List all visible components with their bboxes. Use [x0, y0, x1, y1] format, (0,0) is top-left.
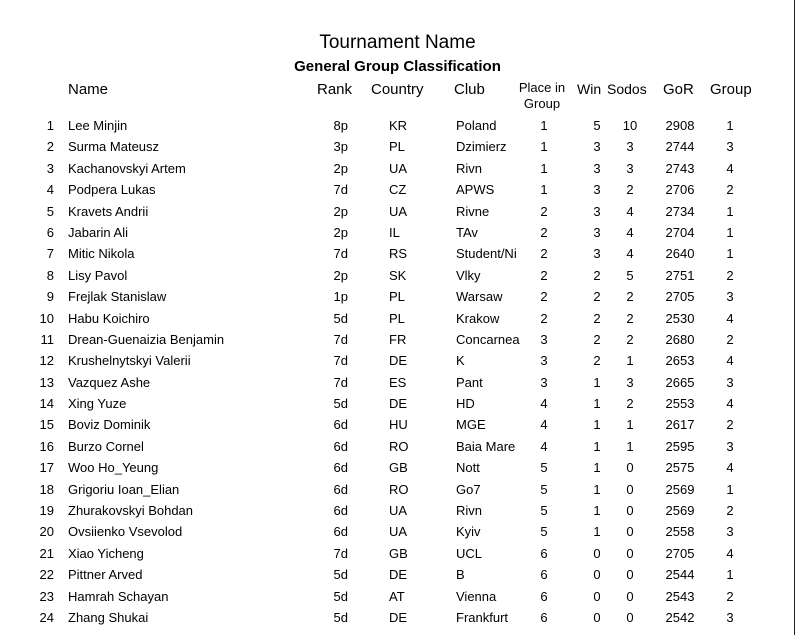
place-in-group: 2	[540, 289, 548, 305]
row-index: 21	[39, 545, 54, 561]
gor-rating: 2751	[665, 267, 695, 283]
win-count: 0	[593, 545, 601, 561]
gor-rating: 2734	[665, 203, 695, 219]
sodos-score: 1	[626, 438, 634, 454]
group-number: 3	[726, 289, 734, 305]
player-name: Woo Ho_Yeung	[68, 460, 159, 476]
player-name: Kravets Andrii	[68, 203, 149, 219]
player-name: Surma Mateusz	[68, 139, 160, 155]
row-index: 17	[39, 460, 54, 476]
win-count: 3	[593, 160, 601, 176]
sodos-score: 4	[626, 224, 634, 240]
sodos-score: 3	[626, 139, 634, 155]
player-rank: 7d	[333, 353, 348, 369]
table-row	[0, 564, 795, 585]
place-in-group: 2	[540, 203, 548, 219]
sodos-score: 4	[626, 203, 634, 219]
table-row	[0, 201, 795, 222]
table-row	[0, 457, 795, 478]
player-club: Frankfurt	[456, 609, 509, 625]
player-club: TAv	[456, 224, 478, 240]
win-count: 3	[593, 224, 601, 240]
player-rank: 2p	[333, 160, 348, 176]
group-number: 4	[726, 396, 734, 412]
table-row	[0, 179, 795, 200]
player-rank: 5d	[333, 609, 348, 625]
group-number: 3	[726, 609, 734, 625]
place-in-group: 3	[540, 374, 548, 390]
win-count: 1	[593, 524, 601, 540]
player-rank: 6d	[333, 503, 348, 519]
player-club: MGE	[456, 417, 486, 433]
win-count: 0	[593, 588, 601, 604]
group-number: 4	[726, 460, 734, 476]
player-country: GB	[389, 460, 408, 476]
row-index: 8	[46, 267, 54, 283]
place-in-group: 2	[540, 267, 548, 283]
row-index: 16	[39, 438, 54, 454]
row-index: 24	[39, 609, 54, 625]
player-country: PL	[389, 289, 405, 305]
group-number: 2	[726, 182, 734, 198]
gor-rating: 2706	[665, 182, 695, 198]
gor-rating: 2680	[665, 331, 695, 347]
place-in-group: 4	[540, 438, 548, 454]
sodos-score: 0	[626, 609, 634, 625]
group-number: 1	[726, 118, 734, 133]
group-number: 2	[726, 267, 734, 283]
player-rank: 6d	[333, 438, 348, 454]
player-country: UA	[389, 160, 408, 176]
table-row	[0, 414, 795, 435]
sodos-score: 2	[626, 289, 634, 305]
player-country: RS	[389, 246, 408, 262]
place-in-group: 2	[540, 310, 548, 326]
player-country: DE	[389, 567, 408, 583]
classification-table	[0, 115, 795, 628]
player-name: Xing Yuze	[68, 396, 127, 412]
row-index: 3	[46, 160, 54, 176]
player-country: DE	[389, 396, 408, 412]
gor-rating: 2544	[665, 567, 695, 583]
place-in-group: 6	[540, 567, 548, 583]
player-club: Rivne	[456, 203, 490, 219]
player-club: K	[456, 353, 465, 369]
table-row	[0, 286, 795, 307]
table-row	[0, 393, 795, 414]
sodos-score: 10	[622, 118, 638, 133]
player-rank: 6d	[333, 460, 348, 476]
place-in-group: 6	[540, 588, 548, 604]
header-place-line1: Place in	[518, 80, 566, 95]
sodos-score: 2	[626, 182, 634, 198]
player-country: KR	[389, 118, 408, 133]
player-name: Zhurakovskyi Bohdan	[68, 503, 194, 519]
player-club: Krakow	[456, 310, 500, 326]
gor-rating: 2665	[665, 374, 695, 390]
gor-rating: 2569	[665, 481, 695, 497]
row-index: 10	[39, 310, 54, 326]
gor-rating: 2705	[665, 289, 695, 305]
player-name: Mitic Nikola	[68, 246, 135, 262]
place-in-group: 3	[540, 331, 548, 347]
win-count: 2	[593, 353, 601, 369]
player-club: Nott	[456, 460, 480, 476]
group-number: 4	[726, 545, 734, 561]
row-index: 11	[40, 331, 54, 347]
table-row	[0, 115, 795, 136]
group-number: 1	[726, 203, 734, 219]
win-count: 1	[593, 503, 601, 519]
sodos-score: 3	[626, 374, 634, 390]
player-country: ES	[389, 374, 407, 390]
group-number: 3	[726, 374, 734, 390]
player-country: FR	[389, 331, 407, 347]
player-rank: 8p	[333, 118, 348, 133]
group-number: 2	[726, 331, 734, 347]
header-place-in-group	[514, 80, 570, 112]
player-rank: 5d	[333, 567, 348, 583]
row-index: 23	[39, 588, 54, 604]
win-count: 2	[593, 331, 601, 347]
place-in-group: 6	[540, 545, 548, 561]
player-club: Go7	[456, 481, 481, 497]
header-rank: Rank	[317, 81, 353, 98]
win-count: 5	[593, 118, 601, 133]
row-index: 12	[39, 353, 54, 369]
win-count: 0	[593, 567, 601, 583]
win-count: 1	[593, 481, 601, 497]
row-index: 5	[46, 203, 54, 219]
player-rank: 2p	[333, 267, 348, 283]
player-name: Krushelnytskyi Valerii	[68, 353, 191, 369]
row-index: 4	[46, 182, 54, 198]
player-club: B	[456, 567, 465, 583]
gor-rating: 2705	[665, 545, 695, 561]
player-club: Kyiv	[456, 524, 481, 540]
row-index: 2	[46, 139, 54, 155]
win-count: 2	[593, 310, 601, 326]
gor-rating: 2558	[665, 524, 695, 540]
table-row	[0, 372, 795, 393]
player-rank: 7d	[333, 246, 348, 262]
gor-rating: 2704	[665, 224, 695, 240]
player-name: Xiao Yicheng	[68, 545, 144, 561]
table-row	[0, 521, 795, 542]
header-club: Club	[454, 81, 485, 98]
player-club: Vienna	[456, 588, 497, 604]
table-row	[0, 350, 795, 371]
place-in-group: 1	[540, 182, 548, 198]
player-club: UCL	[456, 545, 483, 561]
player-country: HU	[389, 417, 408, 433]
sodos-score: 0	[626, 588, 634, 604]
table-row	[0, 243, 795, 264]
player-rank: 5d	[333, 588, 348, 604]
sodos-score: 2	[626, 396, 634, 412]
table-row	[0, 222, 795, 243]
player-club: Poland	[456, 118, 497, 133]
row-index: 19	[39, 503, 54, 519]
player-country: SK	[389, 267, 407, 283]
gor-rating: 2543	[665, 588, 695, 604]
table-row	[0, 500, 795, 521]
header-win: Win	[577, 81, 602, 97]
player-name: Jabarin Ali	[68, 224, 128, 240]
table-row	[0, 607, 795, 628]
player-country: IL	[389, 224, 400, 240]
player-rank: 5d	[333, 396, 348, 412]
player-name: Lisy Pavol	[68, 267, 128, 283]
group-number: 3	[726, 524, 734, 540]
player-rank: 7d	[333, 331, 348, 347]
player-rank: 5d	[333, 310, 348, 326]
win-count: 3	[593, 246, 601, 262]
group-number: 1	[726, 567, 734, 583]
place-in-group: 3	[540, 353, 548, 369]
table-row	[0, 586, 795, 607]
player-club: HD	[456, 396, 475, 412]
place-in-group: 4	[540, 396, 548, 412]
place-in-group: 5	[540, 460, 548, 476]
player-rank: 6d	[333, 417, 348, 433]
win-count: 1	[593, 374, 601, 390]
player-rank: 7d	[333, 182, 348, 198]
gor-rating: 2653	[665, 353, 695, 369]
row-index: 13	[39, 374, 54, 390]
gor-rating: 2553	[665, 396, 695, 412]
win-count: 0	[593, 609, 601, 625]
player-name: Lee Minjin	[68, 118, 128, 133]
sodos-score: 1	[626, 353, 634, 369]
place-in-group: 1	[540, 160, 548, 176]
row-index: 18	[39, 481, 54, 497]
header-country: Country	[371, 81, 424, 98]
player-name: Vazquez Ashe	[68, 374, 151, 390]
gor-rating: 2569	[665, 503, 695, 519]
win-count: 1	[593, 417, 601, 433]
win-count: 2	[593, 267, 601, 283]
group-number: 4	[726, 353, 734, 369]
player-name: Habu Koichiro	[68, 310, 150, 326]
player-country: RO	[389, 438, 409, 454]
gor-rating: 2908	[665, 118, 695, 133]
gor-rating: 2617	[665, 417, 695, 433]
place-in-group: 4	[540, 417, 548, 433]
player-country: DE	[389, 609, 408, 625]
player-name: Podpera Lukas	[68, 182, 156, 198]
sodos-score: 4	[626, 246, 634, 262]
player-country: UA	[389, 503, 408, 519]
table-row	[0, 436, 795, 457]
player-name: Hamrah Schayan	[68, 588, 169, 604]
gor-rating: 2595	[665, 438, 695, 454]
player-name: Boviz Dominik	[68, 417, 151, 433]
header-place-line2: Group	[523, 96, 561, 111]
player-country: DE	[389, 353, 408, 369]
row-index: 14	[39, 396, 54, 412]
table-row	[0, 158, 795, 179]
player-club: Vlky	[456, 267, 481, 283]
row-index: 22	[39, 567, 54, 583]
gor-rating: 2743	[665, 160, 695, 176]
player-name: Kachanovskyi Artem	[68, 160, 186, 176]
place-in-group: 6	[540, 609, 548, 625]
row-index: 9	[46, 289, 54, 305]
player-rank: 6d	[333, 481, 348, 497]
place-in-group: 2	[540, 224, 548, 240]
player-club: Student/Ni	[456, 246, 517, 262]
player-rank: 6d	[333, 524, 348, 540]
place-in-group: 5	[540, 481, 548, 497]
sodos-score: 2	[626, 310, 634, 326]
sodos-score: 0	[626, 567, 634, 583]
player-rank: 2p	[333, 203, 348, 219]
win-count: 1	[593, 438, 601, 454]
player-name: Frejlak Stanislaw	[68, 289, 167, 305]
player-club: Concarnea	[456, 331, 520, 347]
group-number: 3	[726, 139, 734, 155]
row-index: 15	[39, 417, 54, 433]
sodos-score: 2	[626, 331, 634, 347]
table-row	[0, 308, 795, 329]
player-name: Pittner Arved	[68, 567, 143, 583]
win-count: 3	[593, 139, 601, 155]
table-row	[0, 543, 795, 564]
group-number: 1	[726, 246, 734, 262]
player-country: PL	[389, 310, 405, 326]
player-rank: 3p	[333, 139, 348, 155]
player-rank: 2p	[333, 224, 348, 240]
place-in-group: 5	[540, 524, 548, 540]
row-index: 7	[46, 246, 54, 262]
gor-rating: 2530	[665, 310, 695, 326]
table-row	[0, 479, 795, 500]
player-rank: 7d	[333, 545, 348, 561]
win-count: 1	[593, 460, 601, 476]
header-group: Group	[710, 81, 752, 98]
group-number: 2	[726, 503, 734, 519]
row-index: 20	[39, 524, 54, 540]
gor-rating: 2542	[665, 609, 695, 625]
table-row	[0, 265, 795, 286]
player-club: Dzimierz	[456, 139, 507, 155]
table-row	[0, 136, 795, 157]
group-number: 1	[726, 481, 734, 497]
player-club: Rivn	[456, 160, 483, 176]
win-count: 2	[593, 289, 601, 305]
player-name: Grigoriu Ioan_Elian	[68, 481, 180, 497]
player-name: Burzo Cornel	[68, 438, 144, 454]
group-number: 2	[726, 417, 734, 433]
table-row	[0, 329, 795, 350]
player-club: Rivn	[456, 503, 483, 519]
place-in-group: 1	[540, 118, 548, 133]
group-number: 2	[726, 588, 734, 604]
place-in-group: 2	[540, 246, 548, 262]
player-country: UA	[389, 203, 408, 219]
sodos-score: 0	[626, 460, 634, 476]
group-number: 3	[726, 438, 734, 454]
sodos-score: 0	[626, 503, 634, 519]
sodos-score: 0	[626, 481, 634, 497]
player-club: Pant	[456, 374, 483, 390]
player-country: CZ	[389, 182, 407, 198]
player-club: APWS	[456, 182, 495, 198]
sodos-score: 5	[626, 267, 634, 283]
win-count: 3	[593, 203, 601, 219]
player-country: UA	[389, 524, 408, 540]
sodos-score: 0	[626, 545, 634, 561]
player-club: Warsaw	[456, 289, 503, 305]
player-country: PL	[389, 139, 405, 155]
player-name: Drean-Guenaizia Benjamin	[68, 331, 225, 347]
sodos-score: 0	[626, 524, 634, 540]
group-number: 4	[726, 160, 734, 176]
player-name: Zhang Shukai	[68, 609, 149, 625]
player-rank: 1p	[333, 289, 348, 305]
header-gor: GoR	[663, 81, 694, 98]
player-country: AT	[389, 588, 405, 604]
header-name: Name	[68, 81, 109, 98]
gor-rating: 2640	[665, 246, 695, 262]
row-index: 1	[46, 118, 54, 133]
row-index: 6	[46, 224, 54, 240]
sodos-score: 1	[626, 417, 634, 433]
document-subtitle: General Group Classification	[294, 58, 501, 75]
place-in-group: 1	[540, 139, 548, 155]
player-country: GB	[389, 545, 408, 561]
place-in-group: 5	[540, 503, 548, 519]
group-number: 1	[726, 224, 734, 240]
player-name: Ovsiienko Vsevolod	[68, 524, 183, 540]
header-sodos: Sodos	[607, 81, 647, 97]
player-rank: 7d	[333, 374, 348, 390]
gor-rating: 2575	[665, 460, 695, 476]
gor-rating: 2744	[665, 139, 695, 155]
win-count: 1	[593, 396, 601, 412]
sodos-score: 3	[626, 160, 634, 176]
document-title: Tournament Name	[319, 32, 476, 53]
player-country: RO	[389, 481, 409, 497]
player-club: Baia Mare	[456, 438, 516, 454]
win-count: 3	[593, 182, 601, 198]
group-number: 4	[726, 310, 734, 326]
